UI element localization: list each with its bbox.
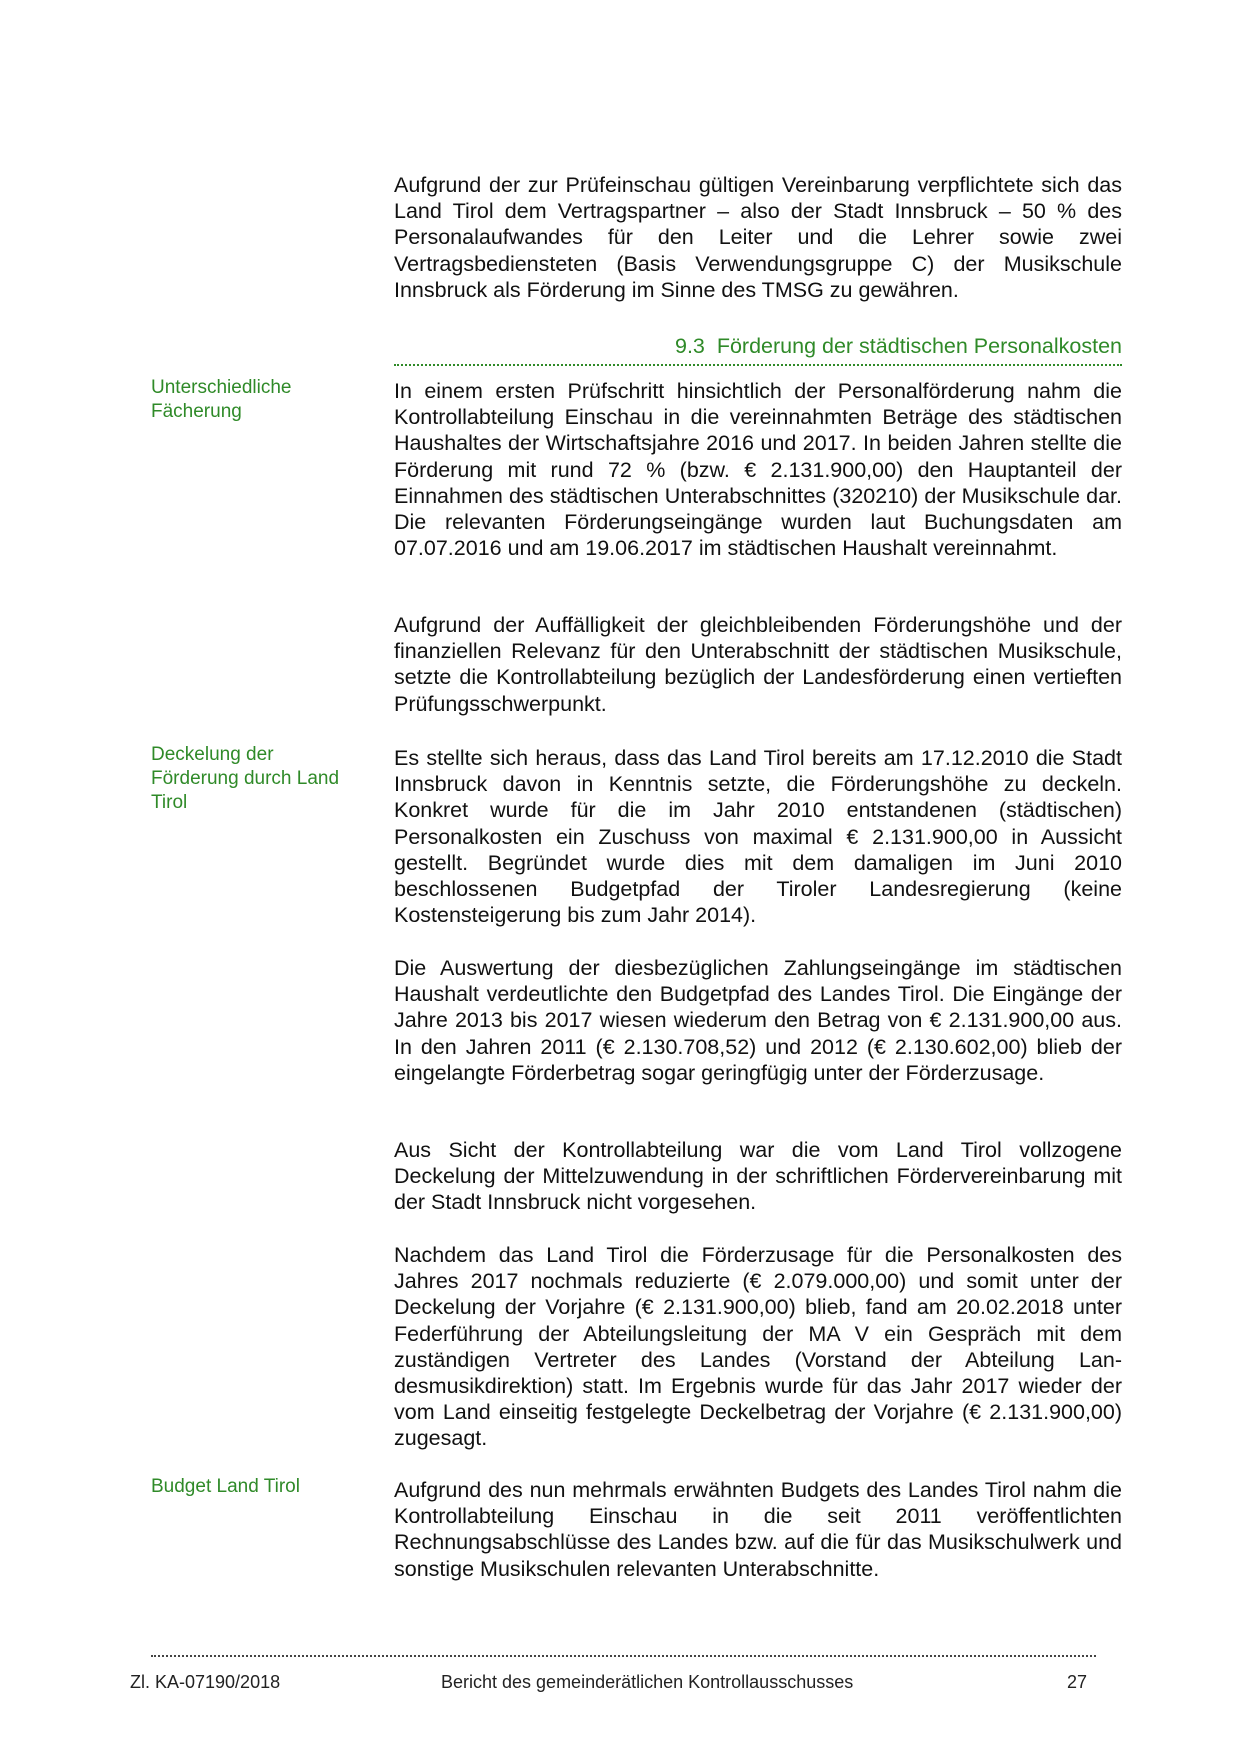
paragraph: Nachdem das Land Tirol die Förderzusage für die Personalkosten des Jahres 2017 nochmals reduzierte (€ 2.079.000,00) und somit unter der Deckelung der Vorjahre (€ 2.131.900,00) blieb, fand am 20.02.2018 unter Federführung der Abteilungsleitung der MA V ein Gespräch mit dem zuständigen Vertreter des Landes (Vorstand der Abteilung Landesmusikdirektion) statt. Im Ergebnis wurde für das Jahr 2017 wieder der vom Land einseitig festgelegte Deckelbetrag der Vorjahre (€ 2.131.900,00) zugesagt. xyxy=(394,1243,1122,1451)
margin-note-faecherung: Unterschiedliche Fächerung xyxy=(151,377,292,422)
paragraph: Aufgrund des nun mehrmals erwähnten Budgets des Landes Tirol nahm die Kontrollabteilung Einschau in die seit 2011 veröffentlichten Rechnungsabschlüsse des Landes bzw. auf die für das Musikschulwerk und sonstige Musikschulen relevanten Unterabschnitte. xyxy=(394,1478,1122,1581)
margin-note-budget: Budget Land Tirol xyxy=(151,1476,300,1497)
intro-paragraph: Aufgrund der zur Prüfeinschau gültigen Vereinbarung verpflichtete sich das Land Tirol dem Vertragspartner – also der Stadt Innsbruck – 50 % des Personalaufwandes für den Leiter und die Lehrer sowie zwei Vertragsbediensteten (Basis Verwendungsgruppe C) der Musikschule Innsbruck als Förderung im Sinne des TMSG zu gewähren. xyxy=(394,173,1122,302)
page-number: 27 xyxy=(1067,1672,1088,1692)
paragraph: Es stellte sich heraus, dass das Land Tirol bereits am 17.12.2010 die Stadt Innsbruck davon in Kenntnis setzte, die Förderungshöhe zu deckeln. Konkret wurde für die im Jahr 2010 entstandenen (städtischen) Personalkosten ein Zuschuss von maximal € 2.131.900,00 in Aussicht gestellt. Begründet wurde dies mit dem damaligen im Juni 2010 beschlossenen Budgetpfad der Tiroler Landesregierung (keine Kostensteigerung bis zum Jahr 2014). xyxy=(394,746,1122,928)
paragraph: Aufgrund der Auffälligkeit der gleichbleibenden Förderungshöhe und der finanziellen Relevanz für den Unterabschnitt der städtischen Musikschule, setzte die Kontrollabteilung bezüglich der Landesförderung einen vertieften Prüfungsschwerpunkt. xyxy=(394,613,1122,716)
section-divider xyxy=(394,364,1122,366)
paragraph: In einem ersten Prüfschritt hinsichtlich der Personalförderung nahm die Kontrollabteilung Einschau in die vereinnahmten Beträge des städtischen Haushaltes der Wirtschaftsjahre 2016 und 2017. In beiden Jahren stellte die Förderung mit rund 72 % (bzw. € 2.131.900,00) den Hauptanteil der Einnahmen des städtischen Unterabschnittes (320210) der Musikschule dar. Die relevanten Förderungseingänge wurden laut Buchungsdaten am 07.07.2016 und am 19.06.2017 im städtischen Haushalt vereinnahmt. xyxy=(394,379,1122,561)
footer-divider xyxy=(151,1655,1096,1657)
section-heading xyxy=(394,333,1122,359)
margin-note-deckelung: Deckelung der Förderung durch Land Tirol xyxy=(151,744,340,813)
section-number: 9.3 xyxy=(675,334,705,358)
paragraph: Die Auswertung der diesbezüglichen Zahlungseingänge im städtischen Haushalt verdeutlichte den Budgetpfad des Landes Tirol. Die Eingänge der Jahre 2013 bis 2017 wiesen wiederum den Betrag von € 2.131.900,00 aus. In den Jahren 2011 (€ 2.130.708,52) und 2012 (€ 2.130.602,00) blieb der eingelangte Förderbetrag sogar geringfügig unter der Förderzusage. xyxy=(394,956,1122,1085)
section-title: Förderung der städtischen Personalkosten xyxy=(716,334,1122,358)
footer-report-title: Bericht des gemeinderätlichen Kontrollausschusses xyxy=(441,1672,854,1692)
footer-reference: Zl. KA-07190/2018 xyxy=(130,1672,281,1692)
paragraph: Aus Sicht der Kontrollabteilung war die vom Land Tirol vollzogene Deckelung der Mittelzuwendung in der schriftlichen Fördervereinbarung mit der Stadt Innsbruck nicht vorgesehen. xyxy=(394,1138,1122,1215)
